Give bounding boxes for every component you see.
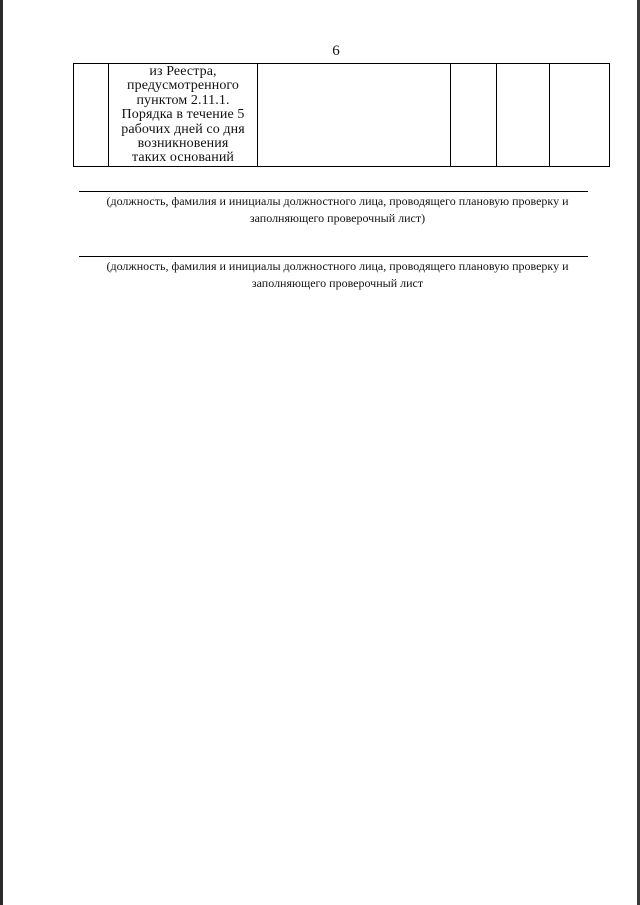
table-cell-requirement [109,64,257,167]
table-cell-no-text [497,64,549,65]
signature-line-2 [79,256,588,257]
table-cell-reference-text [258,64,450,65]
table-cell-number-text [74,64,108,65]
table-cell-reference [257,64,450,167]
scan-edge-left [0,0,3,905]
table-cell-number [74,64,109,167]
signature-caption-1: (должность, фамилия и инициалы должностного лица, проводящего плановую проверку и заполняющего проверочный лист) [106,194,569,225]
page-number: 6 [332,43,340,59]
table-cell-no [496,64,549,167]
table-cell-yes [450,64,496,167]
table-cell-not-applicable-text [550,64,609,65]
table-cell-not-applicable [550,64,610,167]
signature-line-1 [79,191,588,192]
registry-table [73,63,610,167]
table-row [74,64,610,167]
signature-caption-2: (должность, фамилия и инициалы должностного лица, проводящего плановую проверку и заполняющего проверочный лист [106,259,569,290]
table-cell-yes-text [451,64,496,65]
requirement-text: из Реестра, предусмотренного пунктом 2.11.1. Порядка в течение 5 рабочих дней со дня возникновения таких оснований [121,64,245,166]
